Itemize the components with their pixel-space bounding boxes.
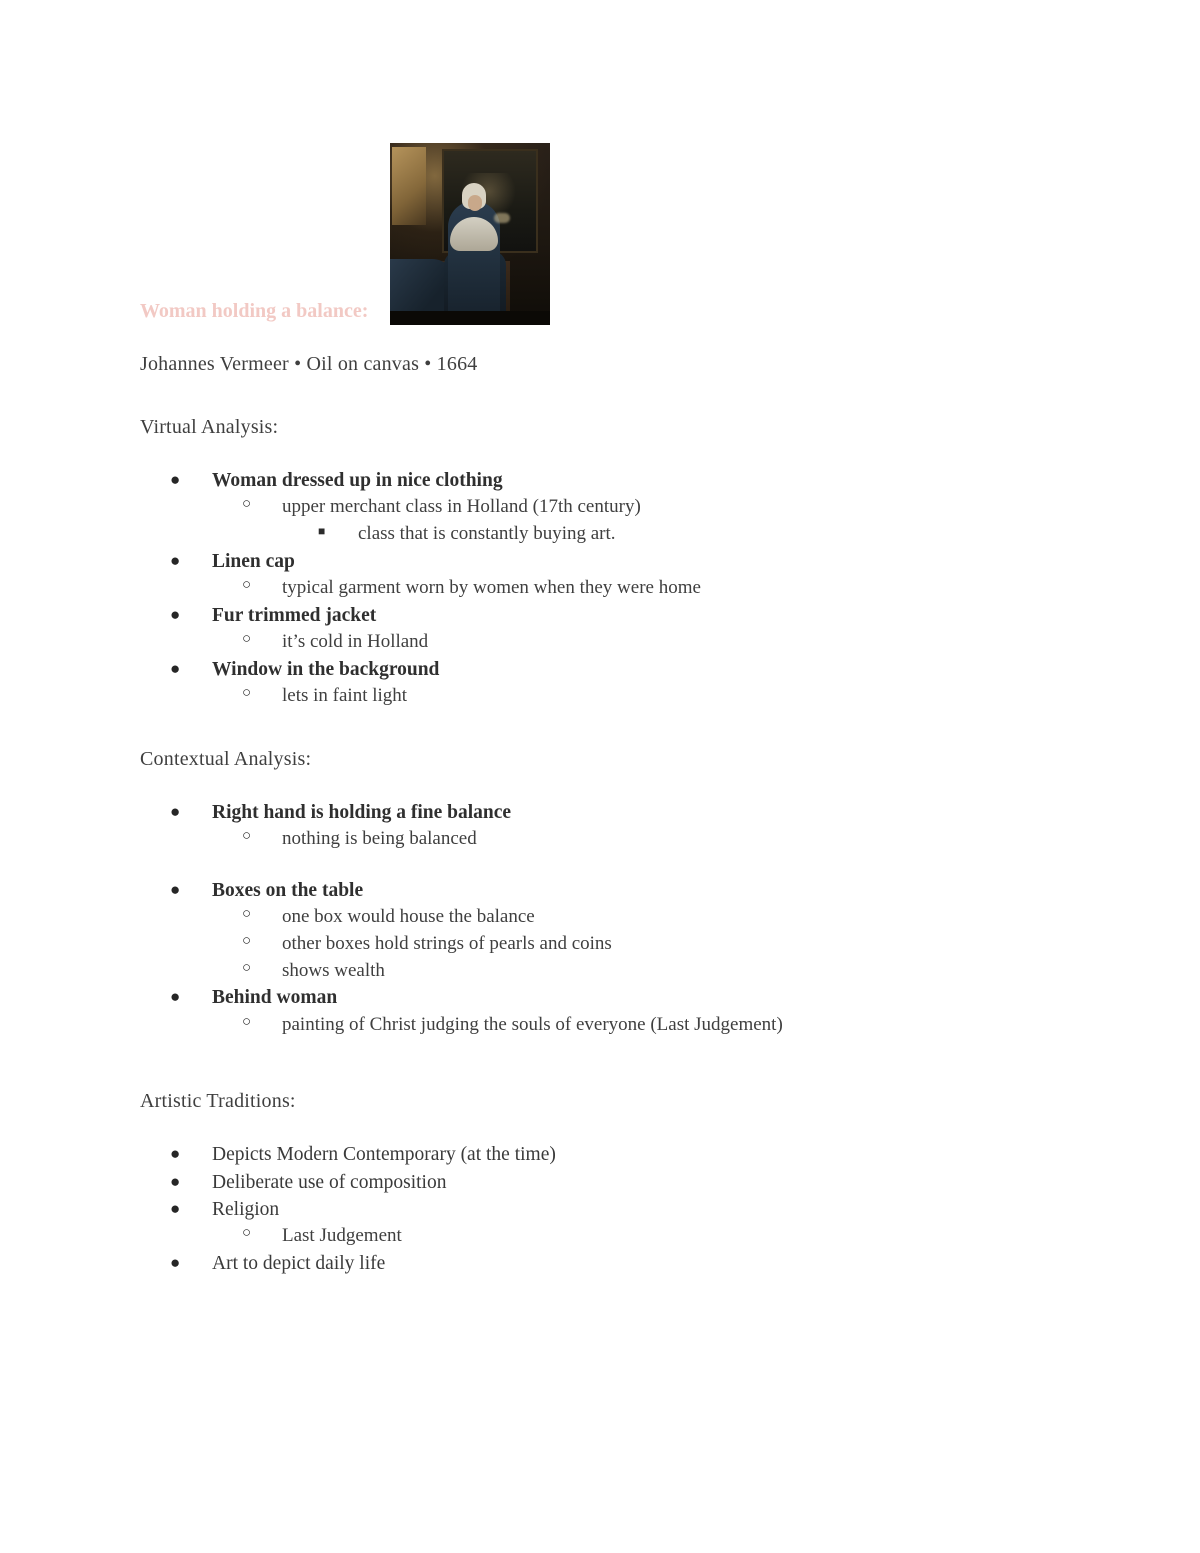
list-item [170, 549, 1070, 601]
list-item-label: Art to depict daily life [212, 1253, 386, 1274]
list-item-label: Religion [212, 1198, 280, 1220]
list-item-label: it’s cold in Holland [282, 631, 429, 653]
bullet-circle-icon: ○ [242, 1225, 252, 1242]
sublist [282, 522, 1070, 547]
bullet-square-icon: ■ [318, 524, 326, 539]
list-item [170, 878, 1070, 983]
list-item [318, 522, 1070, 547]
bullet-circle-icon: ○ [242, 631, 252, 648]
sublist [212, 576, 1070, 601]
list-item [242, 905, 1070, 930]
list-virtual-analysis [140, 468, 1070, 709]
section-heading-artistic-traditions: Artistic Traditions: [140, 1090, 296, 1113]
list-item [242, 827, 1070, 852]
list-item-label: painting of Christ judging the souls of everyone (Last Judgement) [282, 1013, 783, 1035]
list-item-label: Right hand is holding a fine balance [212, 801, 512, 823]
list-item [170, 800, 1070, 852]
bullet-icon: ● [170, 470, 181, 489]
sublist [212, 1224, 1070, 1249]
artwork-credit: Johannes Vermeer • Oil on canvas • 1664 [140, 353, 478, 375]
list-item [242, 959, 1070, 984]
list-item [170, 1170, 1070, 1195]
list-item [170, 1251, 1070, 1276]
bullet-circle-icon: ○ [242, 1013, 252, 1030]
list-item [242, 576, 1070, 601]
page-title: Woman holding a balance: [140, 300, 369, 322]
list-item-label: lets in faint light [282, 685, 408, 707]
sublist [212, 1013, 1070, 1038]
list-item-label: Linen cap [212, 550, 295, 572]
bullet-icon: ● [170, 879, 181, 899]
list-item [242, 1013, 1070, 1038]
list-item [170, 603, 1070, 655]
list-item [242, 630, 1070, 655]
painting-window [392, 147, 426, 225]
list-item-label: shows wealth [282, 959, 385, 981]
list-item [242, 684, 1070, 709]
list-item [242, 1224, 1070, 1249]
bullet-circle-icon: ○ [242, 685, 252, 702]
list-contextual-analysis [140, 800, 1070, 1037]
list-artistic-traditions [140, 1142, 1070, 1276]
bullet-circle-icon: ○ [242, 577, 252, 594]
list-item-label: one box would house the balance [282, 906, 535, 928]
bullet-icon: ● [170, 658, 181, 678]
list-item [242, 495, 1070, 546]
bullet-circle-icon: ○ [242, 932, 252, 949]
painting-face [468, 195, 482, 211]
list-item [170, 1197, 1070, 1249]
list-item-label: Boxes on the table [212, 879, 364, 901]
section-heading-virtual-analysis: Virtual Analysis: [140, 416, 279, 438]
section-heading-contextual-analysis: Contextual Analysis: [140, 747, 312, 770]
bullet-icon: ● [170, 987, 181, 1007]
bullet-icon: ● [170, 1144, 181, 1164]
bullet-icon: ● [170, 550, 181, 570]
sublist [212, 630, 1070, 655]
bullet-circle-icon: ○ [242, 906, 252, 923]
sublist [212, 495, 1070, 546]
list-item-label: upper merchant class in Holland (17th century) [282, 496, 641, 518]
painting-image [390, 143, 550, 325]
list-item [242, 932, 1070, 957]
bullet-circle-icon: ○ [242, 496, 252, 513]
bullet-icon: ● [170, 1253, 181, 1272]
list-item-label: Deliberate use of composition [212, 1171, 447, 1193]
list-item-label: Window in the background [212, 658, 440, 680]
list-item-label: Behind woman [212, 987, 338, 1009]
sublist [212, 827, 1070, 852]
sublist [212, 684, 1070, 709]
document-body [140, 130, 1070, 1278]
list-item-label: class that is constantly buying art. [358, 523, 616, 545]
painting-floor [390, 311, 550, 325]
bullet-icon: ● [170, 604, 181, 624]
list-item-label: Woman dressed up in nice clothing [212, 470, 503, 491]
list-item-label: nothing is being balanced [282, 828, 477, 850]
list-item [170, 1142, 1070, 1167]
bullet-circle-icon: ○ [242, 828, 252, 845]
bullet-circle-icon: ○ [242, 959, 252, 976]
bullet-icon: ● [170, 1198, 181, 1218]
painting-illustration [390, 143, 550, 325]
painting-balance-highlight [494, 213, 510, 223]
list-item-label: Fur trimmed jacket [212, 604, 377, 626]
list-item-label: typical garment worn by women when they were home [282, 577, 701, 599]
list-item [170, 985, 1070, 1037]
list-spacer [170, 854, 1070, 876]
list-item-label: Depicts Modern Contemporary (at the time) [212, 1144, 556, 1166]
list-item-label: Last Judgement [282, 1225, 402, 1247]
list-item [170, 468, 1070, 547]
list-item [170, 657, 1070, 709]
bullet-icon: ● [170, 801, 181, 821]
bullet-icon: ● [170, 1171, 181, 1191]
list-item-label: other boxes hold strings of pearls and coins [282, 932, 612, 954]
sublist [212, 905, 1070, 983]
